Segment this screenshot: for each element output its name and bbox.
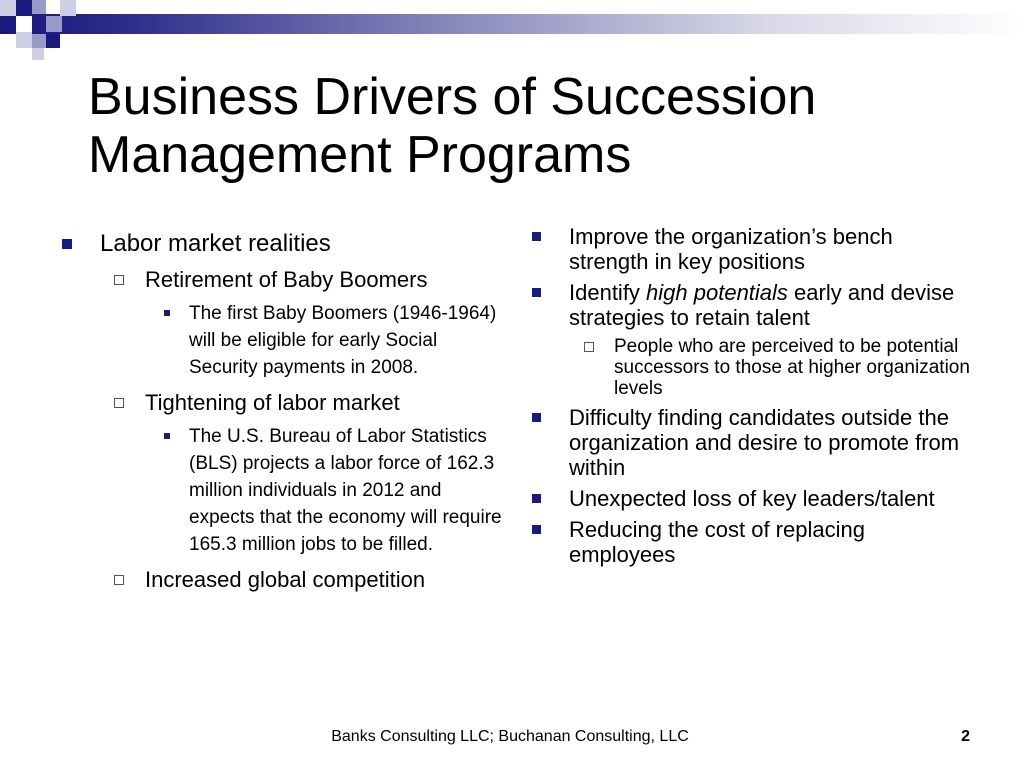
left-column <box>62 228 507 600</box>
small-square-bullet-icon <box>164 433 170 439</box>
bullet-difficulty-finding <box>532 405 972 480</box>
subbullet-text: Retirement of Baby Boomers <box>145 267 428 292</box>
slide-title <box>88 68 988 184</box>
square-bullet-icon <box>532 232 541 241</box>
subbullet-potential-successors <box>584 336 972 399</box>
subbullet-retirement <box>114 266 507 294</box>
decor-square-mid <box>46 16 62 32</box>
slide-title-line-1: Business Drivers of Succession <box>88 68 817 126</box>
bullet-text: Improve the organization’s bench strength in key positions <box>569 224 893 274</box>
hollow-square-bullet-icon <box>114 575 124 585</box>
decor-square-dark <box>0 16 16 32</box>
page-number: 2 <box>961 728 970 745</box>
bullet-labor-market <box>62 228 507 260</box>
bullet-text: Difficulty finding candidates outside the organization and desire to promote from within <box>569 405 960 480</box>
square-bullet-icon <box>532 288 541 297</box>
bullet-text: Reducing the cost of replacing employees <box>569 517 865 567</box>
slide-footer: Banks Consulting LLC; Buchanan Consulting, LLC <box>331 728 689 745</box>
bullet-text: Labor market realities <box>100 230 331 257</box>
square-bullet-icon <box>532 494 541 503</box>
subbullet-text: Increased global competition <box>145 567 426 592</box>
bullet-text-post: early and devise strategies to retain talent <box>569 280 955 330</box>
decor-square-light <box>0 0 16 16</box>
detail-boomers <box>164 300 507 381</box>
right-column <box>532 224 972 573</box>
subbullet-text: People who are perceived to be potential successors to those at higher organization levels <box>614 336 970 399</box>
hollow-square-bullet-icon <box>114 275 124 285</box>
decor-square-dark <box>16 0 32 16</box>
bullet-text <box>569 280 972 330</box>
subbullet-tightening <box>114 389 507 417</box>
bullet-reducing-cost <box>532 517 972 567</box>
bullet-unexpected-loss <box>532 486 972 511</box>
subbullet-text: Tightening of labor market <box>145 390 400 415</box>
small-square-bullet-icon <box>164 310 170 316</box>
decor-square-mid <box>32 34 46 48</box>
bullet-high-potentials <box>532 280 972 330</box>
header-gradient-band <box>0 14 1024 34</box>
decor-square-light <box>60 0 76 16</box>
decor-square-mid <box>32 0 46 14</box>
bullet-text-emphasis: high potentials <box>646 280 788 305</box>
square-bullet-icon <box>532 413 541 422</box>
bullet-bench-strength <box>532 224 972 274</box>
decor-square-light <box>16 32 32 48</box>
slide-title-line-2: Management Programs <box>88 126 632 184</box>
detail-text: The U.S. Bureau of Labor Statistics (BLS) projects a labor force of 162.3 million individuals in 2012 and expects that the economy will require 165.3 million jobs to be filled. <box>189 426 502 555</box>
bullet-text-pre: Identify <box>569 280 647 305</box>
hollow-square-bullet-icon <box>584 342 594 352</box>
decor-square-dark <box>46 34 60 48</box>
subbullet-global-competition <box>114 566 507 594</box>
detail-bls <box>164 423 507 558</box>
hollow-square-bullet-icon <box>114 398 124 408</box>
square-bullet-icon <box>532 525 541 534</box>
detail-text: The first Baby Boomers (1946-1964) will be eligible for early Social Security payments in 2008. <box>189 303 497 378</box>
bullet-text: Unexpected loss of key leaders/talent <box>569 486 935 511</box>
decor-square-white <box>16 16 32 32</box>
decor-square-light <box>32 48 44 60</box>
square-bullet-icon <box>62 239 72 249</box>
